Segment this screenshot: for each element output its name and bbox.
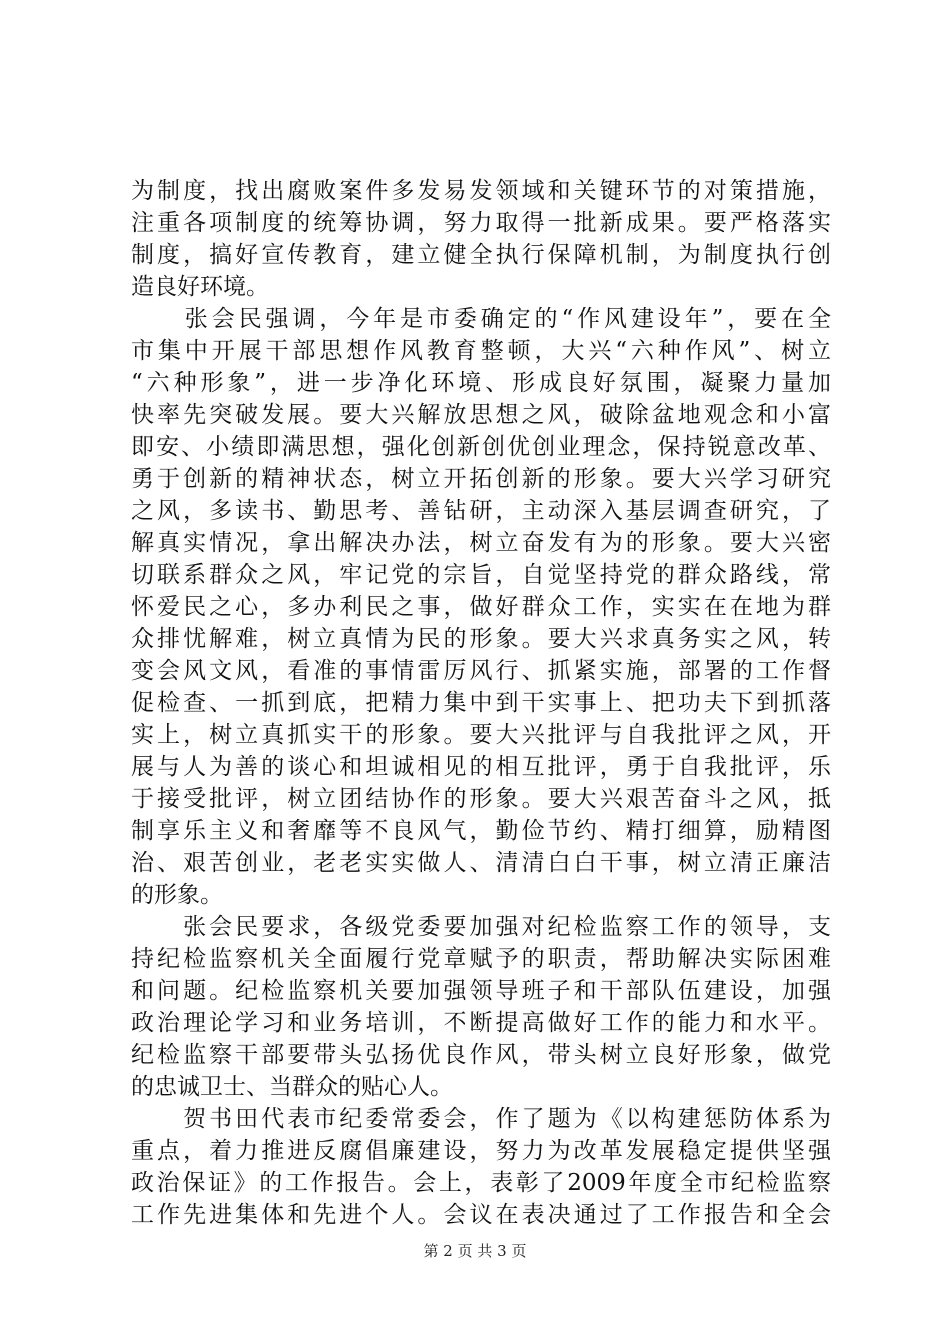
text-line: 造良好环境。 — [131, 274, 269, 300]
text-line: 工作先进集体和先进个人。会议在表决通过了工作报告和全会 — [131, 1202, 831, 1228]
text-line: 的忠诚卫士、当群众的贴心人。 — [131, 1074, 453, 1100]
text-line: 切联系群众之风，牢记党的宗旨，自觉坚持党的群众路线，常 — [131, 562, 831, 588]
text-line: 制度，搞好宣传教育，建立健全执行保障机制，为制度执行创 — [131, 242, 831, 268]
text-line: “六种形象”，进一步净化环境、形成良好氛围，凝聚力量加 — [131, 370, 831, 396]
text-line: 勇于创新的精神状态，树立开拓创新的形象。要大兴学习研究 — [131, 466, 831, 492]
text-line: 众排忧解难，树立真情为民的形象。要大兴求真务实之风，转 — [131, 626, 831, 652]
text-line: 政治保证》的工作报告。会上，表彰了2009年度全市纪检监察 — [131, 1170, 831, 1196]
text-line: 展与人为善的谈心和坦诚相见的相互批评，勇于自我批评，乐 — [131, 754, 831, 780]
text-line: 为制度，找出腐败案件多发易发领域和关键环节的对策措施， — [131, 178, 831, 204]
text-line: 解真实情况，拿出解决办法，树立奋发有为的形象。要大兴密 — [131, 530, 831, 556]
text-line: 促检查、一抓到底，把精力集中到干实事上、把功夫下到抓落 — [131, 690, 831, 716]
text-line: 重点，着力推进反腐倡廉建设，努力为改革发展稳定提供坚强 — [131, 1138, 831, 1164]
text-line: 即安、小绩即满思想，强化创新创优创业理念，保持锐意改革、 — [131, 434, 831, 460]
text-line: 张会民强调，今年是市委确定的“作风建设年”，要在全 — [131, 306, 831, 332]
text-line: 的形象。 — [131, 882, 223, 908]
text-line: 变会风文风，看准的事情雷厉风行、抓紧实施，部署的工作督 — [131, 658, 831, 684]
text-line: 和问题。纪检监察机关要加强领导班子和干部队伍建设，加强 — [131, 978, 831, 1004]
text-line: 政治理论学习和业务培训，不断提高做好工作的能力和水平。 — [131, 1010, 831, 1036]
text-line: 于接受批评，树立团结协作的形象。要大兴艰苦奋斗之风，抵 — [131, 786, 831, 812]
text-line: 制享乐主义和奢靡等不良风气，勤俭节约、精打细算，励精图 — [131, 818, 831, 844]
text-line: 实上，树立真抓实干的形象。要大兴批评与自我批评之风，开 — [131, 722, 831, 748]
text-line: 纪检监察干部要带头弘扬优良作风，带头树立良好形象，做党 — [131, 1042, 831, 1068]
text-line: 之风，多读书、勤思考、善钻研，主动深入基层调查研究，了 — [131, 498, 831, 524]
text-line: 注重各项制度的统筹协调，努力取得一批新成果。要严格落实 — [131, 210, 831, 236]
text-line: 怀爱民之心，多办利民之事，做好群众工作，实实在在地为群 — [131, 594, 831, 620]
text-line: 治、艰苦创业，老老实实做人、清清白白干事，树立清正廉洁 — [131, 850, 831, 876]
text-line: 贺书田代表市纪委常委会，作了题为《以构建惩防体系为 — [131, 1106, 831, 1132]
text-line: 张会民要求，各级党委要加强对纪检监察工作的领导，支 — [131, 914, 831, 940]
text-line: 市集中开展干部思想作风教育整顿，大兴“六种作风”、树立 — [131, 338, 831, 364]
text-line: 快率先突破发展。要大兴解放思想之风，破除盆地观念和小富 — [131, 402, 831, 428]
text-line: 持纪检监察机关全面履行党章赋予的职责，帮助解决实际困难 — [131, 946, 831, 972]
page-number-footer: 第 2 页 共 3 页 — [423, 1242, 527, 1260]
